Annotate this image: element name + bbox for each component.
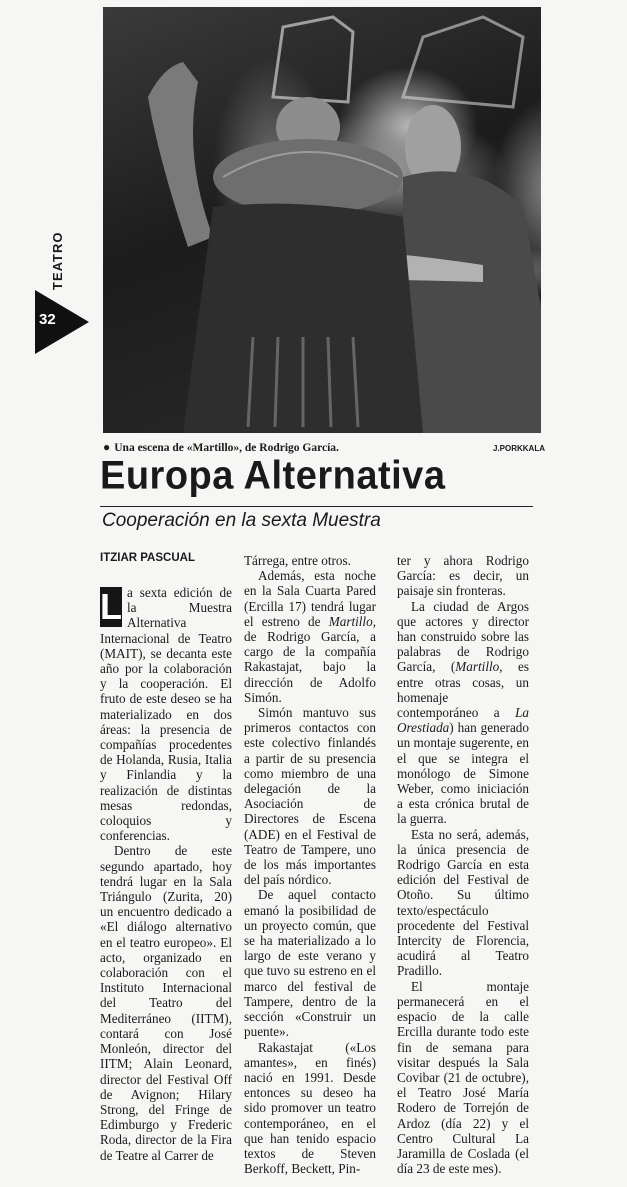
page-number: 32 [39,311,56,328]
stage-photo [103,7,541,433]
headline-rule [100,506,533,507]
photo-credit: J.PORKKALA [492,444,545,453]
paragraph: El montaje permanecerá en el espacio de la calle Ercilla durante todo este fin de semana para visitar después la Sala Covibar (21 de octubre), el Teatro José María Rodero de Torrejón de Ardoz (día 22) y el Centro Cultural La Jaramilla de Coslada (el día 23 de este mes). [397,978,529,1177]
paragraph: Esta no será, además, la única presencia de Rodrigo García en esta edición del Festival de Otoño. Su último texto/espectáculo procedente del Festival Intercity de Florencia, acudirá al Teatro Pradillo. [397,826,529,979]
article-column-3 [397,553,529,1176]
paragraph: Rakastajat («Los amantes», en finés) nació en 1991. Desde entonces su deseo ha sido promover un teatro contemporáneo, en el que han tenido espacio textos de Steven Berkoff, Beckett, Pin- [244,1039,376,1177]
paragraph: De aquel contacto emanó la posibilidad de un proyecto común, que se ha materializado a lo largo de este verano y que tuvo su estreno en el marco del festival de Tampere, dentro de la sección «Construir un puente». [244,887,376,1040]
caption-text: Una escena de «Martillo», de Rodrigo García. [114,442,339,454]
paragraph: Dentro de este segundo apartado, hoy tendrá lugar en la Sala Triángulo (Zurita, 20) un encuentro dedicado a «El diálogo alternativo en el teatro europeo». El acto, organizado en colaboración con el Instituto Internacional del Teatro del Mediterráneo (IITM), contará con José Monleón, director del IITM; Alain Leonard, director del Festival Off de Avignon; Hilary Strong, del Fringe de Edimburgo y Frederic Roda, director de la Fira de Teatre al Carrer de [100,843,232,1163]
paragraph: Además, esta noche en la Sala Cuarta Pared (Ercilla 17) tendrá lugar el estreno de Martillo, de Rodrigo García, a cargo de la compañía Rakastajat, bajo la dirección de Adolfo Simón. [244,568,376,705]
dropcap: L [100,586,122,627]
section-label: TEATRO [50,231,65,290]
paragraph: Tárrega, entre otros. [244,553,351,568]
paragraph: ter y ahora Rodrigo García: es decir, un paisaje sin fronteras. [397,553,529,599]
headline: Europa Alternativa [100,453,446,499]
bullet-icon: ● [103,440,111,454]
byline: ITZIAR PASCUAL [100,552,195,564]
paragraph: L a sexta edición de la Muestra Alternativa Internacional de Teatro (MAIT), se decanta este año por la colaboración y la cooperación. El fruto de este deseo se ha materializado en dos áreas: la presencia de compañías procedentes de Holanda, Rusia, Italia y Finlandia y la realización de distintas mesas redondas, coloquios y conferencias. [100,585,232,844]
subheadline: Cooperación en la sexta Muestra [102,510,381,531]
article-column-1 [100,585,232,1163]
paragraph: Simón mantuvo sus primeros contactos con este colectivo finlandés a partir de su presencia como miembro de una delegación de la Asociación de Directores de Escena (ADE) en el Festival de Teatro de Tampere, uno de los más importantes del país nórdico. [244,705,376,888]
photo-caption [103,440,443,455]
photo-figures [103,7,541,433]
article-column-2 [244,553,376,1176]
paragraph: La ciudad de Argos que actores y director han construido sobre las palabras de Rodrigo García, (Martillo, es entre otras cosas, un homenaje contemporáneo a La Orestiada) han generado un montaje sugerente, en el que se integra el monólogo de Simone Weber, como iniciación a esta crónica brutal de la guerra. [397,598,529,827]
